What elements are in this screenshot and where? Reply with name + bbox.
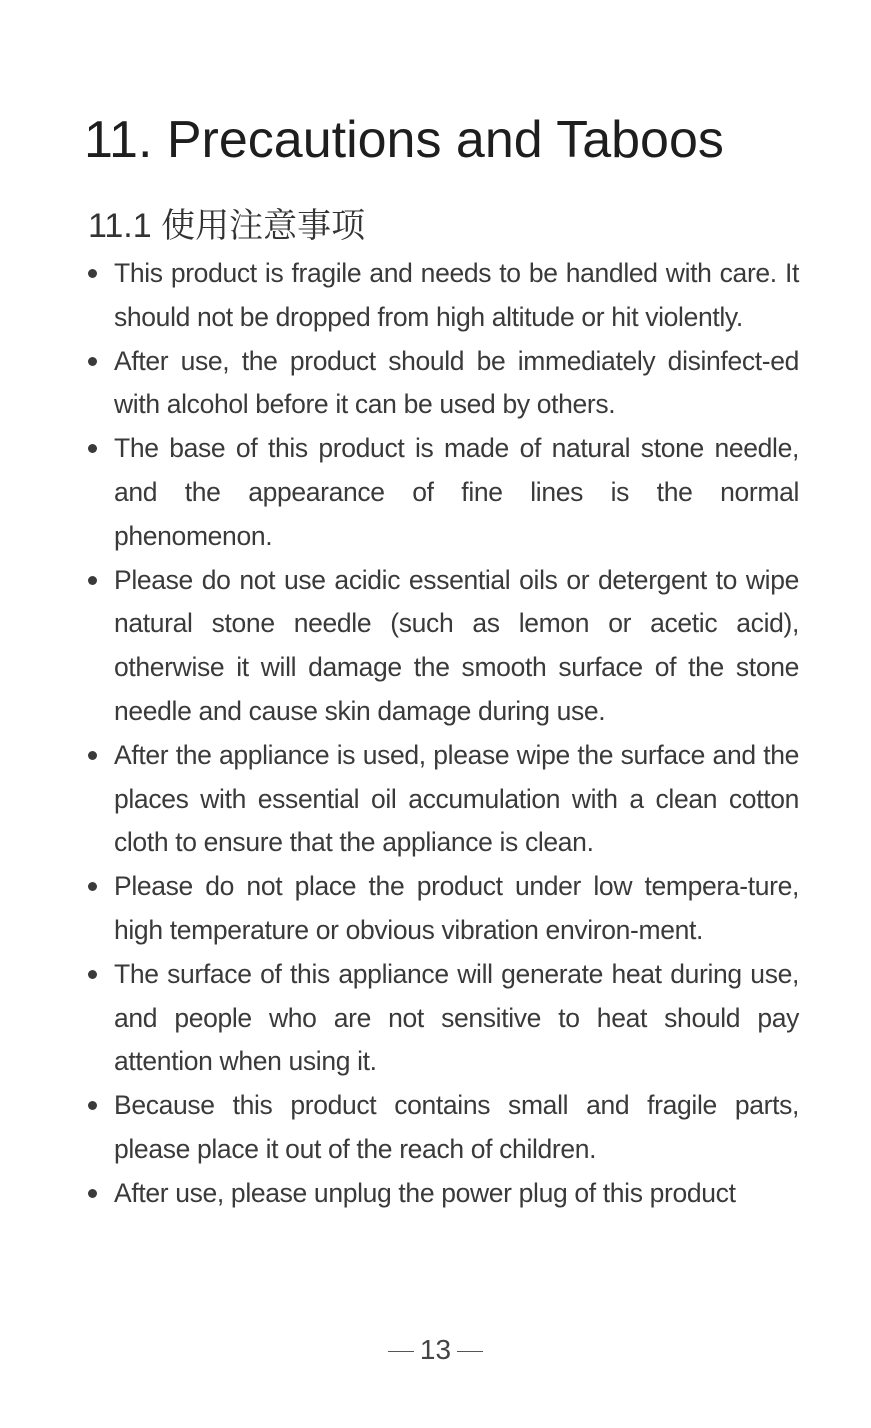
bullet-icon — [88, 444, 97, 453]
bullet-icon — [88, 1101, 97, 1110]
list-item-text: After use, the product should be immediately disinfect-ed with alcohol before it can be used by others. — [114, 345, 799, 420]
page-footer — [0, 1334, 871, 1366]
list-item — [86, 427, 799, 558]
list-item-text: Because this product contains small and fragile parts, please place it out of the reach of children. — [114, 1090, 799, 1164]
list-item-text: After use, please unplug the power plug of this product — [114, 1177, 736, 1208]
list-item — [86, 340, 799, 428]
page-number: 13 — [419, 1334, 452, 1365]
list-item — [86, 865, 799, 953]
bullet-icon — [88, 1189, 97, 1198]
bullet-icon — [88, 970, 97, 979]
dash-right-icon — [457, 1351, 483, 1353]
list-item — [86, 1172, 799, 1216]
list-item — [86, 559, 799, 734]
list-item-text: The base of this product is made of natural stone needle, and the appearance of fine lines is the normal phenomenon. — [114, 433, 799, 551]
list-item-text: This product is fragile and needs to be handled with care. It should not be dropped from high altitude or hit violently. — [114, 258, 799, 332]
list-item — [86, 252, 799, 340]
section-title: 11. Precautions and Taboos — [84, 111, 724, 169]
list-item-text: Please do not place the product under low tempera-ture, high temperature or obvious vibration environ-ment. — [114, 871, 799, 945]
list-item — [86, 1084, 799, 1172]
precautions-list — [86, 252, 799, 1216]
list-item-text: The surface of this appliance will generate heat during use, and people who are not sensitive to heat should pay attention when using it. — [114, 958, 799, 1077]
list-item-text: After the appliance is used, please wipe the surface and the places with essential oil accumulation with a clean cotton cloth to ensure that the appliance is clean. — [114, 739, 799, 858]
bullet-icon — [88, 751, 97, 760]
list-item — [86, 734, 799, 865]
subsection-title: 11.1 使用注意事项 — [88, 207, 366, 245]
bullet-icon — [88, 357, 97, 366]
bullet-icon — [88, 576, 97, 585]
bullet-icon — [88, 882, 97, 891]
bullet-icon — [88, 269, 97, 278]
list-item-text: Please do not use acidic essential oils or detergent to wipe natural stone needle (such as lemon or acetic acid), otherwise it will damage the smooth surface of the stone needle and cause skin damage during use. — [114, 564, 799, 726]
list-item — [86, 953, 799, 1084]
dash-left-icon — [388, 1351, 414, 1353]
